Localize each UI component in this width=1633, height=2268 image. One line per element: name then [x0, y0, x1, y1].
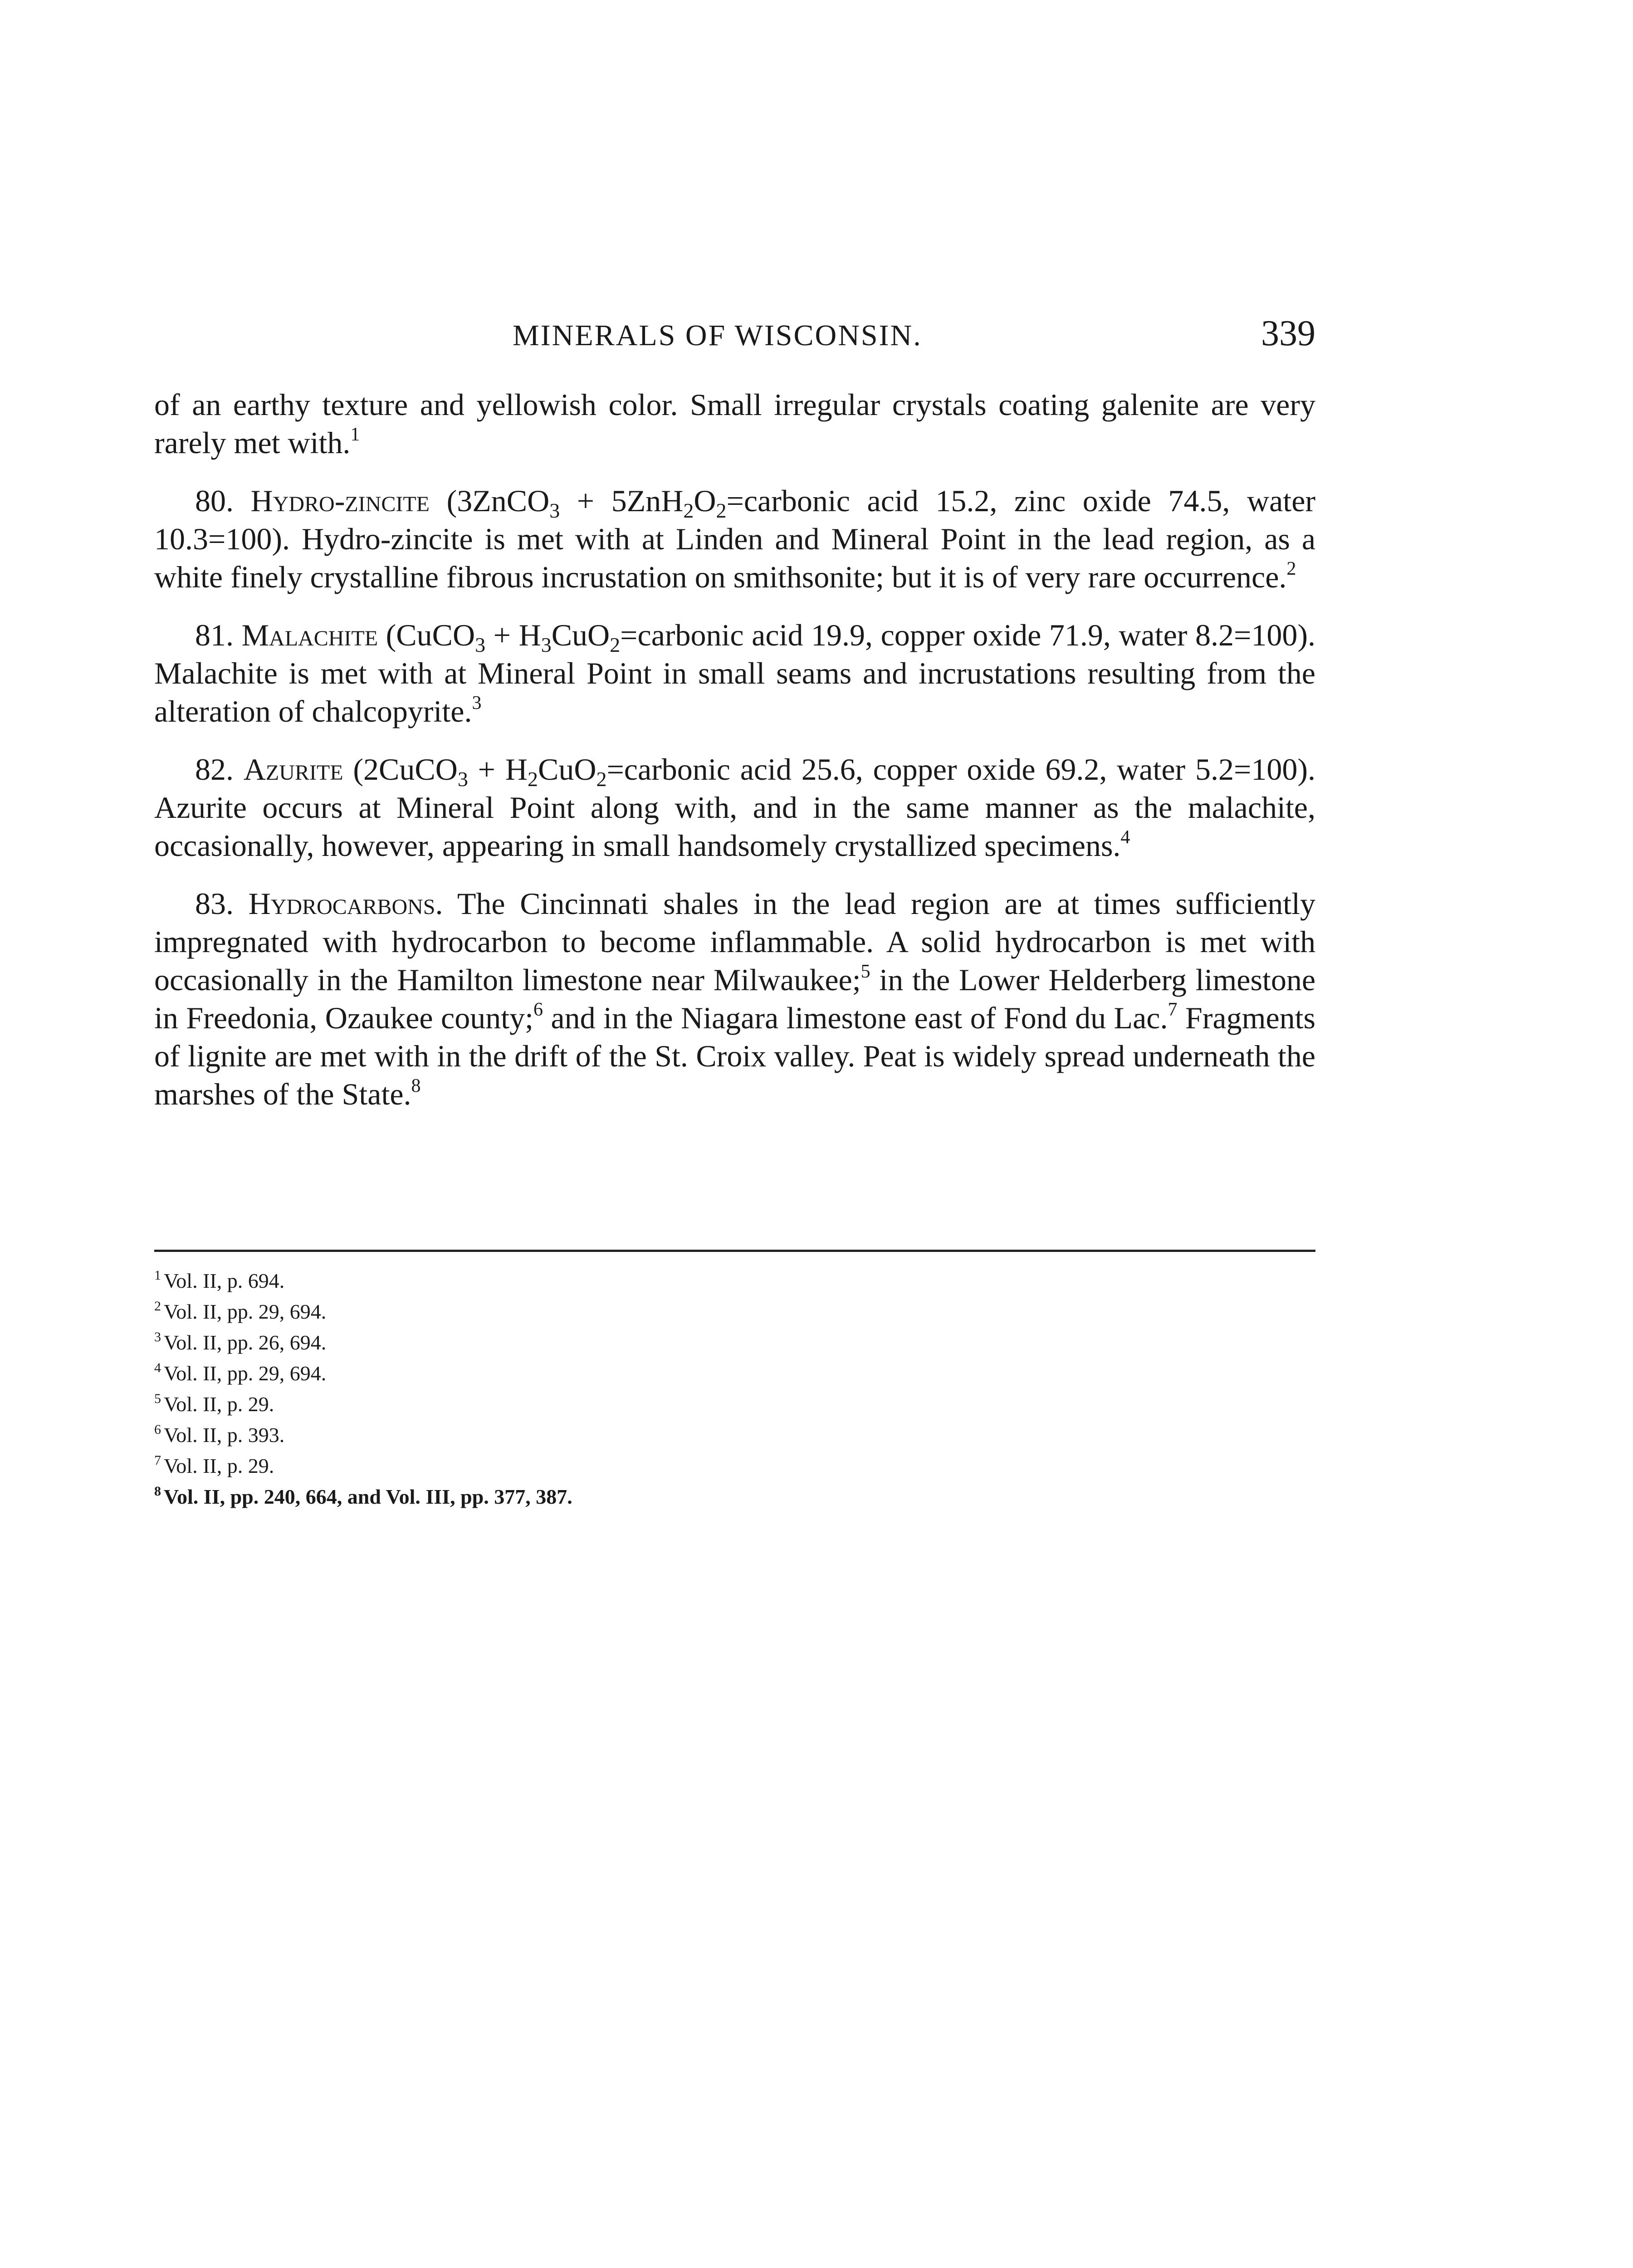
footnote: [154, 1358, 1061, 1389]
footnote-ref: 6: [533, 999, 543, 1020]
footnote-mark: 3: [154, 1330, 161, 1344]
paragraph-text: Malachite is met with at Mineral Point in small seams and incrustations resulting from the alteration of chalcopyrite.: [154, 656, 1315, 728]
footnote-ref: 3: [472, 693, 482, 714]
formula-part: (3ZnCO: [446, 484, 550, 518]
footnote-mark: 8: [154, 1484, 161, 1499]
footnote-mark: 5: [154, 1391, 161, 1406]
subscript: 2: [596, 767, 607, 791]
footnote: [154, 1389, 1061, 1420]
footnote: [154, 1296, 1061, 1327]
subscript: 2: [527, 767, 538, 791]
footnote-text: Vol. II, p. 29.: [164, 1454, 274, 1477]
section-number: 82.: [195, 752, 234, 787]
section-number: 83.: [195, 886, 234, 921]
section-number: 81.: [195, 618, 234, 652]
paragraph-malachite: [154, 616, 1315, 730]
body-text: [154, 386, 1315, 1133]
paragraph-hydro-zincite: [154, 482, 1315, 596]
footnote-divider: [154, 1250, 1315, 1252]
subscript: 2: [683, 499, 694, 522]
formula-part: =carbonic acid 19.9, copper oxide 71.9, water 8.2=100).: [620, 618, 1316, 652]
footnote-text: Vol. II, pp. 29, 694.: [164, 1362, 327, 1385]
footnote-ref: 1: [350, 424, 360, 445]
formula-part: (CuCO: [386, 618, 475, 652]
footnote: [154, 1481, 1061, 1512]
footnote-mark: 6: [154, 1422, 161, 1437]
paragraph-text: in the Lower Helderberg limestone in Freedonia, Ozaukee county;: [154, 963, 1315, 1035]
paragraph-text: Fragments of lignite are met with in the drift of the St. Croix valley. Peat is widely spread underneath the marshes of the State.: [154, 1001, 1316, 1111]
footnote-mark: 2: [154, 1299, 161, 1314]
subscript: 2: [716, 499, 727, 522]
paragraph-hydrocarbons: [154, 885, 1315, 1113]
formula-part: + H: [468, 752, 528, 787]
formula-part: =carbonic acid 15.2, zinc oxide 74.5, water 10.3=100).: [154, 484, 1316, 556]
subscript: 3: [457, 767, 468, 791]
subscript: 3: [541, 633, 552, 656]
footnote-text: Vol. II, pp. 29, 694.: [164, 1300, 327, 1323]
subscript: 2: [610, 633, 621, 656]
paragraph-text: of an earthy texture and yellowish color. Small irregular crystals coating galenite are very rarely met with.: [154, 387, 1315, 460]
mineral-name: Hydrocarbons.: [248, 886, 443, 921]
paragraph-text: and in the Niagara limestone east of Fond du Lac.: [543, 1001, 1168, 1035]
footnote-ref: 2: [1286, 558, 1296, 579]
paragraph-continuation: [154, 386, 1315, 462]
running-title: MINERALS OF WISCONSIN.: [513, 319, 922, 352]
page-number: 339: [1261, 313, 1315, 353]
paragraph-text: The Cincinnati shales in the lead region are at times sufficiently impregnated with hydrocarbon to become inflammable. A solid hydrocarbon is met with occasionally in the Hamilton limestone near Milwaukee;: [154, 886, 1316, 997]
footnote-ref: 4: [1120, 827, 1130, 848]
footnote: [154, 1327, 1061, 1358]
footnote-text: Vol. II, p. 29.: [164, 1393, 274, 1416]
footnote-mark: 4: [154, 1360, 161, 1375]
footnote-ref: 7: [1168, 999, 1178, 1020]
paragraph-text: Azurite occurs at Mineral Point along with, and in the same manner as the malachite, occasionally, however, appearing in small handsomely crystallized specimens.: [154, 790, 1315, 863]
footnote: [154, 1451, 1061, 1481]
footnote-text: Vol. II, pp. 240, 664, and Vol. III, pp. 377, 387.: [164, 1485, 572, 1508]
mineral-name: Azurite: [243, 752, 343, 787]
footnote: [154, 1266, 1061, 1296]
page-header: [154, 313, 1315, 363]
footnote-text: Vol. II, p. 393.: [164, 1423, 285, 1447]
footnote-text: Vol. II, pp. 26, 694.: [164, 1331, 327, 1354]
mineral-name: Hydro-zincite: [250, 484, 430, 518]
footnote: [154, 1420, 1061, 1451]
formula-part: CuO: [538, 752, 596, 787]
footnotes: [154, 1266, 1061, 1512]
subscript: 3: [549, 499, 560, 522]
formula-part: + H: [485, 618, 541, 652]
section-number: 80.: [195, 484, 234, 518]
footnote-ref: 5: [861, 961, 870, 982]
footnote-mark: 7: [154, 1453, 161, 1468]
footnote-text: Vol. II, p. 694.: [164, 1269, 285, 1292]
formula-part: + 5ZnH: [560, 484, 684, 518]
formula-part: CuO: [551, 618, 610, 652]
formula-part: (2CuCO: [353, 752, 458, 787]
mineral-name: Malachite: [241, 618, 378, 652]
paragraph-azurite: [154, 750, 1315, 865]
subscript: 3: [475, 633, 486, 656]
footnote-mark: 1: [154, 1268, 161, 1283]
paragraph-text: Hydro-zincite is met with at Linden and Mineral Point in the lead region, as a white finely crystalline fibrous incrustation on smithsonite; but it is of very rare occurrence.: [154, 522, 1315, 594]
formula-part: =carbonic acid 25.6, copper oxide 69.2, water 5.2=100).: [606, 752, 1315, 787]
formula-part: O: [694, 484, 716, 518]
footnote-ref: 8: [411, 1075, 421, 1096]
